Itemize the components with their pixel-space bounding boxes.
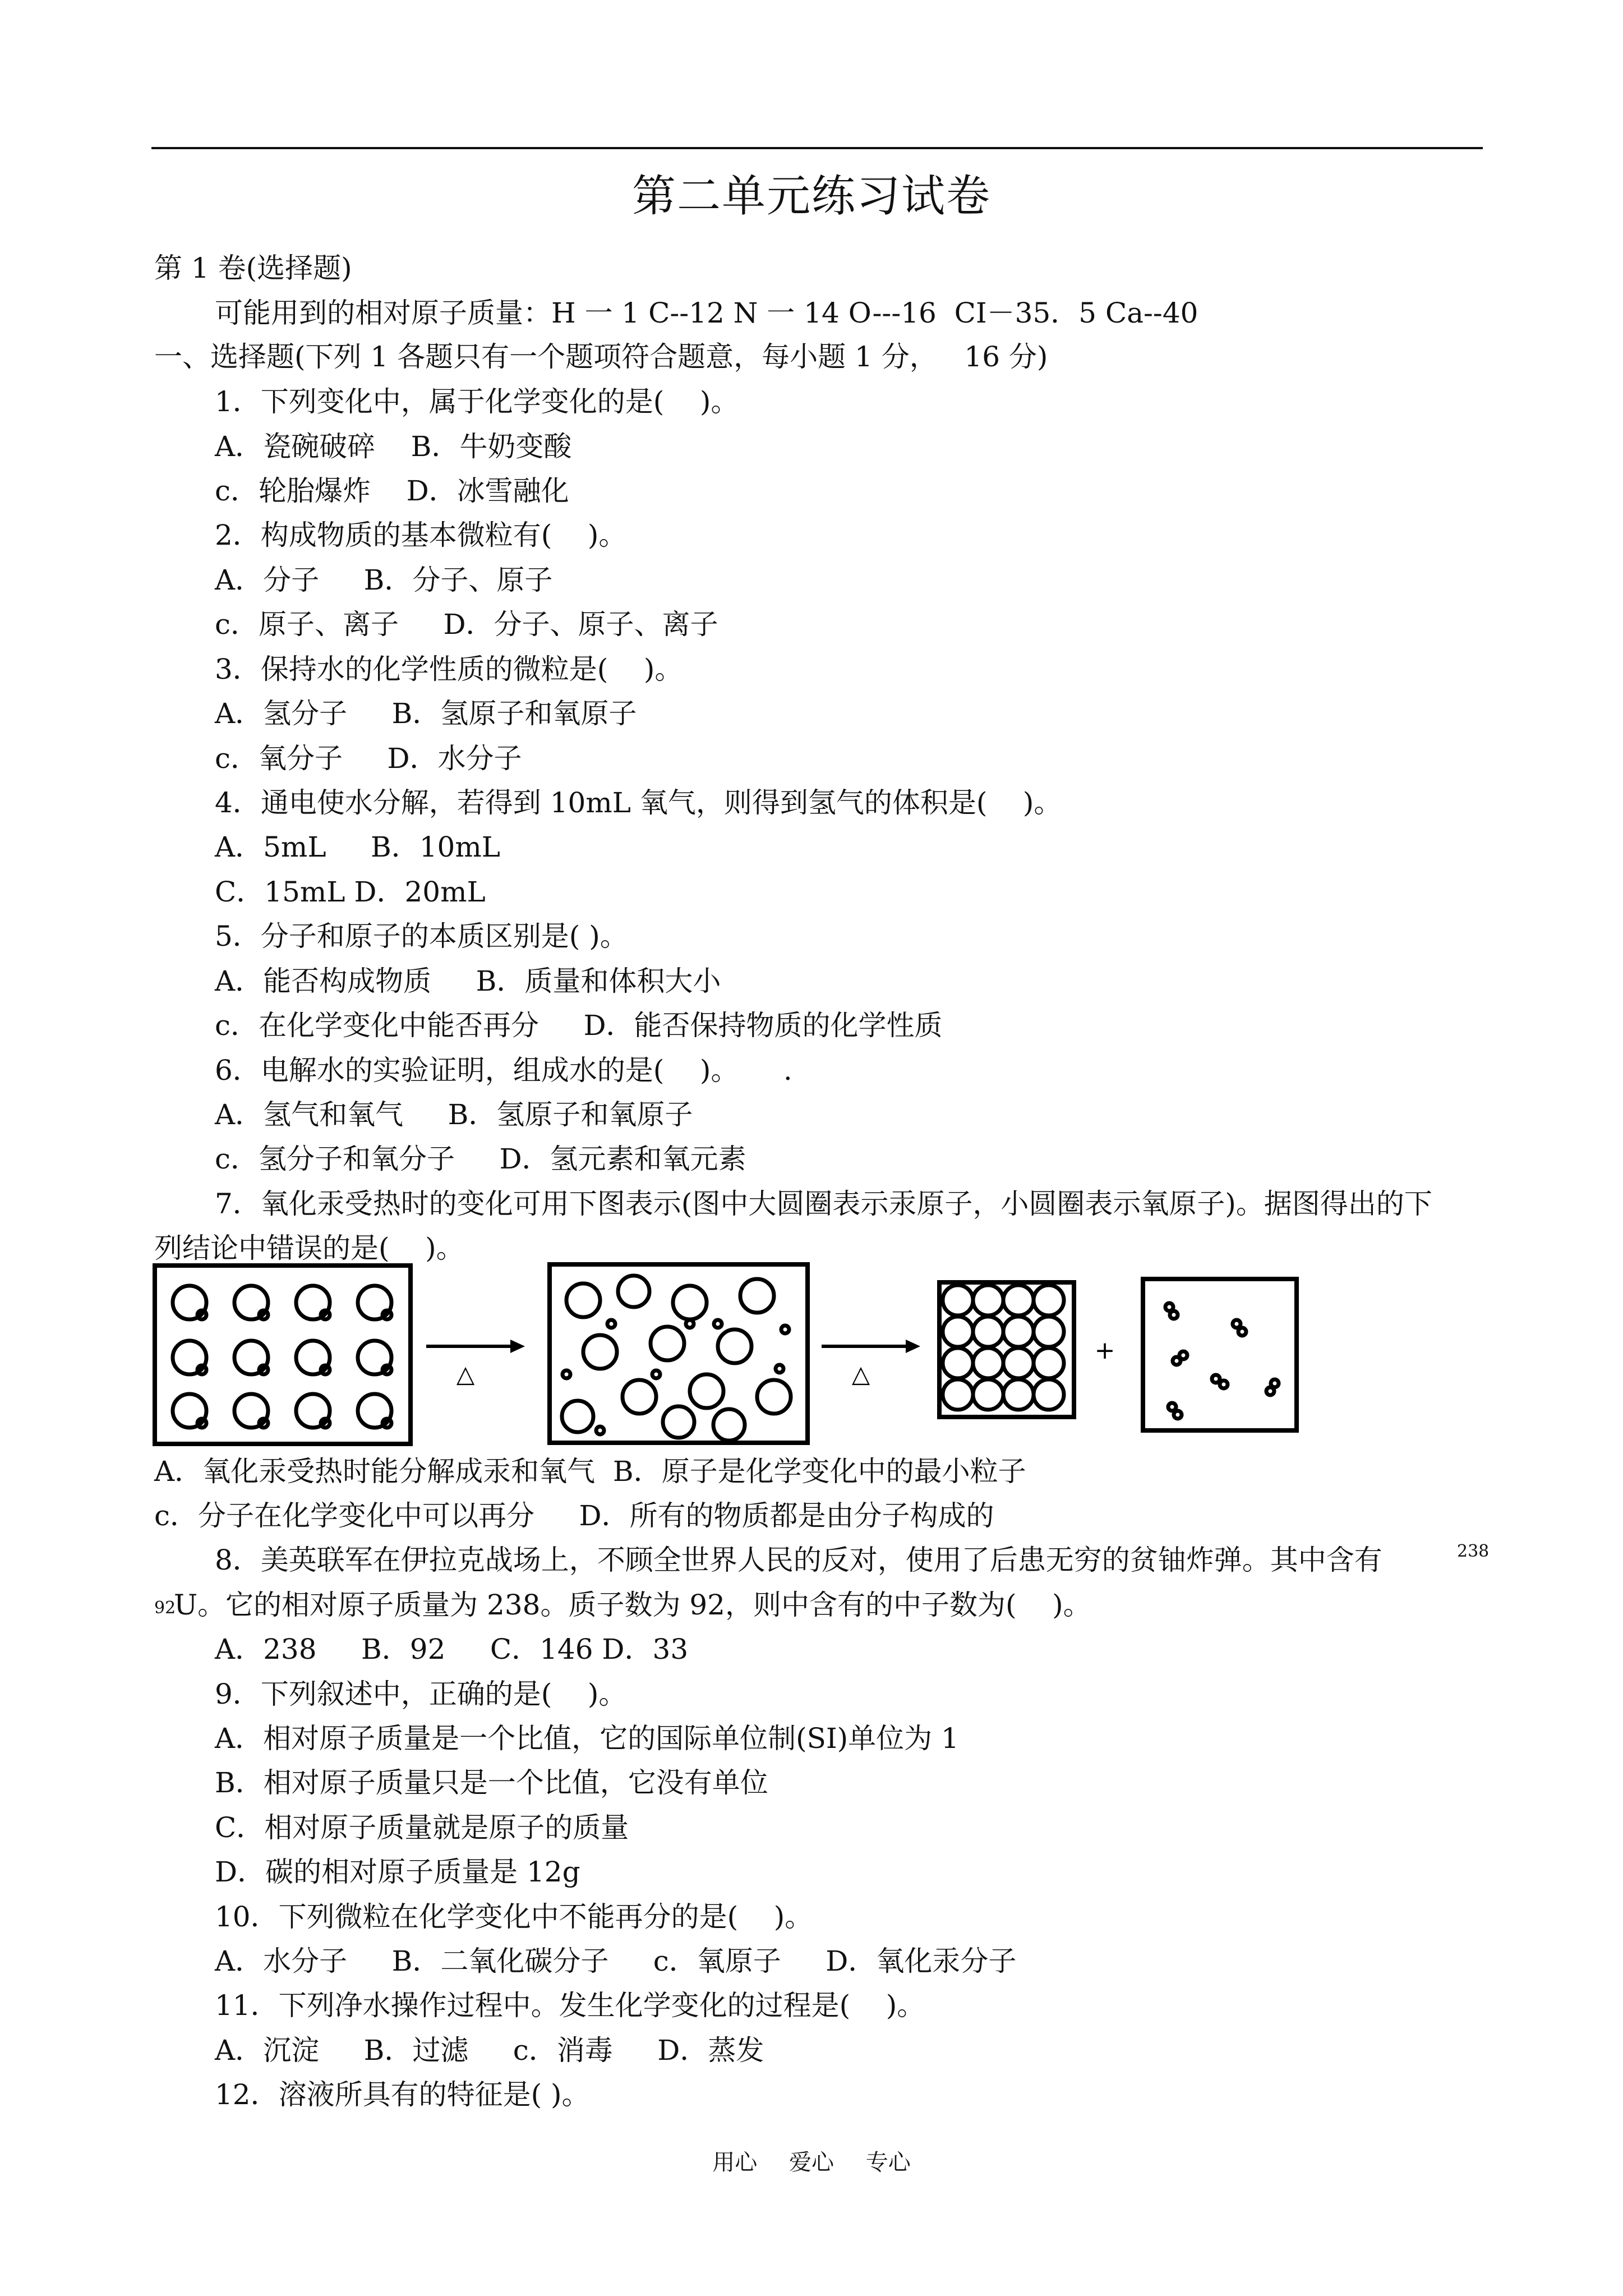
question-stem: 7．氧化汞受热时的变化可用下图表示(图中大圆圈表示汞原子，小圆圈表示氧原子)。据图得出的下 (215, 1188, 1432, 1220)
mass-number-superscript: 238 (1457, 1542, 1490, 1561)
question-option: c．分子在化学变化中可以再分 D．所有的物质都是由分子构成的 (154, 1499, 994, 1532)
oxygen-molecules-box (1143, 1279, 1297, 1430)
heating-arrow (822, 1340, 920, 1388)
mercury-oxide-diagram (151, 1262, 1307, 1453)
page-footer (0, 2148, 1623, 2177)
question-option: A．分子 B．分子、原子 (215, 564, 553, 596)
question-stem: 1．下列变化中，属于化学变化的是( )。 (215, 385, 739, 418)
question-stem: 10．下列微粒在化学变化中不能再分的是( )。 (215, 1901, 813, 1933)
question-option: A．相对原子质量是一个比值，它的国际单位制(SI)单位为 1 (215, 1722, 959, 1755)
question-option: A．瓷碗破碎 B．牛奶变酸 (215, 430, 572, 463)
heat-symbol: △ (851, 1360, 870, 1388)
atomic-number-subscript: 92 (154, 1598, 176, 1618)
question-option: A．氢分子 B．氢原子和氧原子 (215, 697, 637, 730)
question-option: c．在化学变化中能否再分 D．能否保持物质的化学性质 (215, 1009, 943, 1042)
question-stem: 3．保持水的化学性质的微粒是( )。 (215, 653, 683, 685)
separated-atoms-box (550, 1264, 808, 1443)
question-option: C．15mL D．20mL (215, 876, 486, 908)
question-stem-continued: U。它的相对原子质量为 238。质子数为 92，则中含有的中子数为( )。 (174, 1589, 1091, 1621)
question-option: A．能否构成物质 B．质量和体积大小 (215, 965, 721, 997)
question-stem: 6．电解水的实验证明，组成水的是( )。 . (215, 1054, 792, 1087)
question-option: c．轮胎爆炸 D．冰雪融化 (215, 475, 569, 507)
question-stem: 8．美英联军在伊拉克战场上，不顾全世界人民的反对，使用了后患无穷的贫铀炸弹。其中含有 (215, 1544, 1382, 1576)
footer-text: 用心 (712, 2150, 758, 2175)
question-option: A．238 B．92 C．146 D．33 (215, 1633, 689, 1665)
section-label: 第 1 卷(选择题) (154, 252, 352, 284)
question-stem: 11．下列净水操作过程中。发生化学变化的过程是( )。 (215, 1989, 925, 2022)
heat-symbol: △ (456, 1360, 475, 1388)
question-option: c．原子、离子 D．分子、原子、离子 (215, 608, 718, 641)
page-title: 第二单元练习试卷 (631, 171, 991, 222)
question-option: A．氢气和氧气 B．氢原子和氧原子 (215, 1098, 693, 1131)
mercury-oxide-molecules-box (155, 1266, 411, 1444)
question-stem: 4．通电使水分解，若得到 10mL 氧气，则得到氢气的体积是( )。 (215, 786, 1062, 819)
question-stem: 9．下列叙述中，正确的是( )。 (215, 1678, 627, 1710)
question-stem: 5．分子和原子的本质区别是( )。 (215, 920, 628, 953)
question-stem-continued: 列结论中错误的是( )。 (154, 1232, 464, 1264)
part-heading: 一、选择题(下列 1 各题只有一个题项符合题意，每小题 1 分， 16 分) (154, 341, 1048, 373)
question-stem: 2．构成物质的基本微粒有( )。 (215, 519, 627, 551)
question-option: A．沉淀 B．过滤 c．消毒 D．蒸发 (215, 2034, 764, 2067)
plus-sign: + (1094, 1336, 1115, 1365)
question-option: A．水分子 B．二氧化碳分子 c．氧原子 D．氧化汞分子 (215, 1945, 1017, 1977)
question-option: C．相对原子质量就是原子的质量 (215, 1811, 629, 1844)
question-stem: 12．溶液所具有的特征是( )。 (215, 2078, 590, 2111)
header-rule (151, 147, 1483, 149)
question-option: A．5mL B．10mL (215, 831, 500, 863)
question-option: c．氧分子 D．水分子 (215, 742, 522, 775)
question-option: B．相对原子质量只是一个比值，它没有单位 (215, 1766, 768, 1799)
footer-text: 爱心 (789, 2150, 834, 2175)
question-option: A．氧化汞受热时能分解成汞和氧气 B．原子是化学变化中的最小粒子 (154, 1455, 1026, 1488)
mercury-box (939, 1282, 1074, 1417)
footer-text: 专心 (865, 2150, 911, 2175)
heating-arrow (426, 1340, 525, 1388)
question-option: D．碳的相对原子质量是 12g (215, 1856, 580, 1888)
question-option: c．氢分子和氧分子 D．氢元素和氧元素 (215, 1143, 746, 1175)
atomic-masses: 可能用到的相对原子质量：H 一 1 C--12 N 一 14 O---16 CI－35．5 Ca--40 (215, 297, 1198, 329)
